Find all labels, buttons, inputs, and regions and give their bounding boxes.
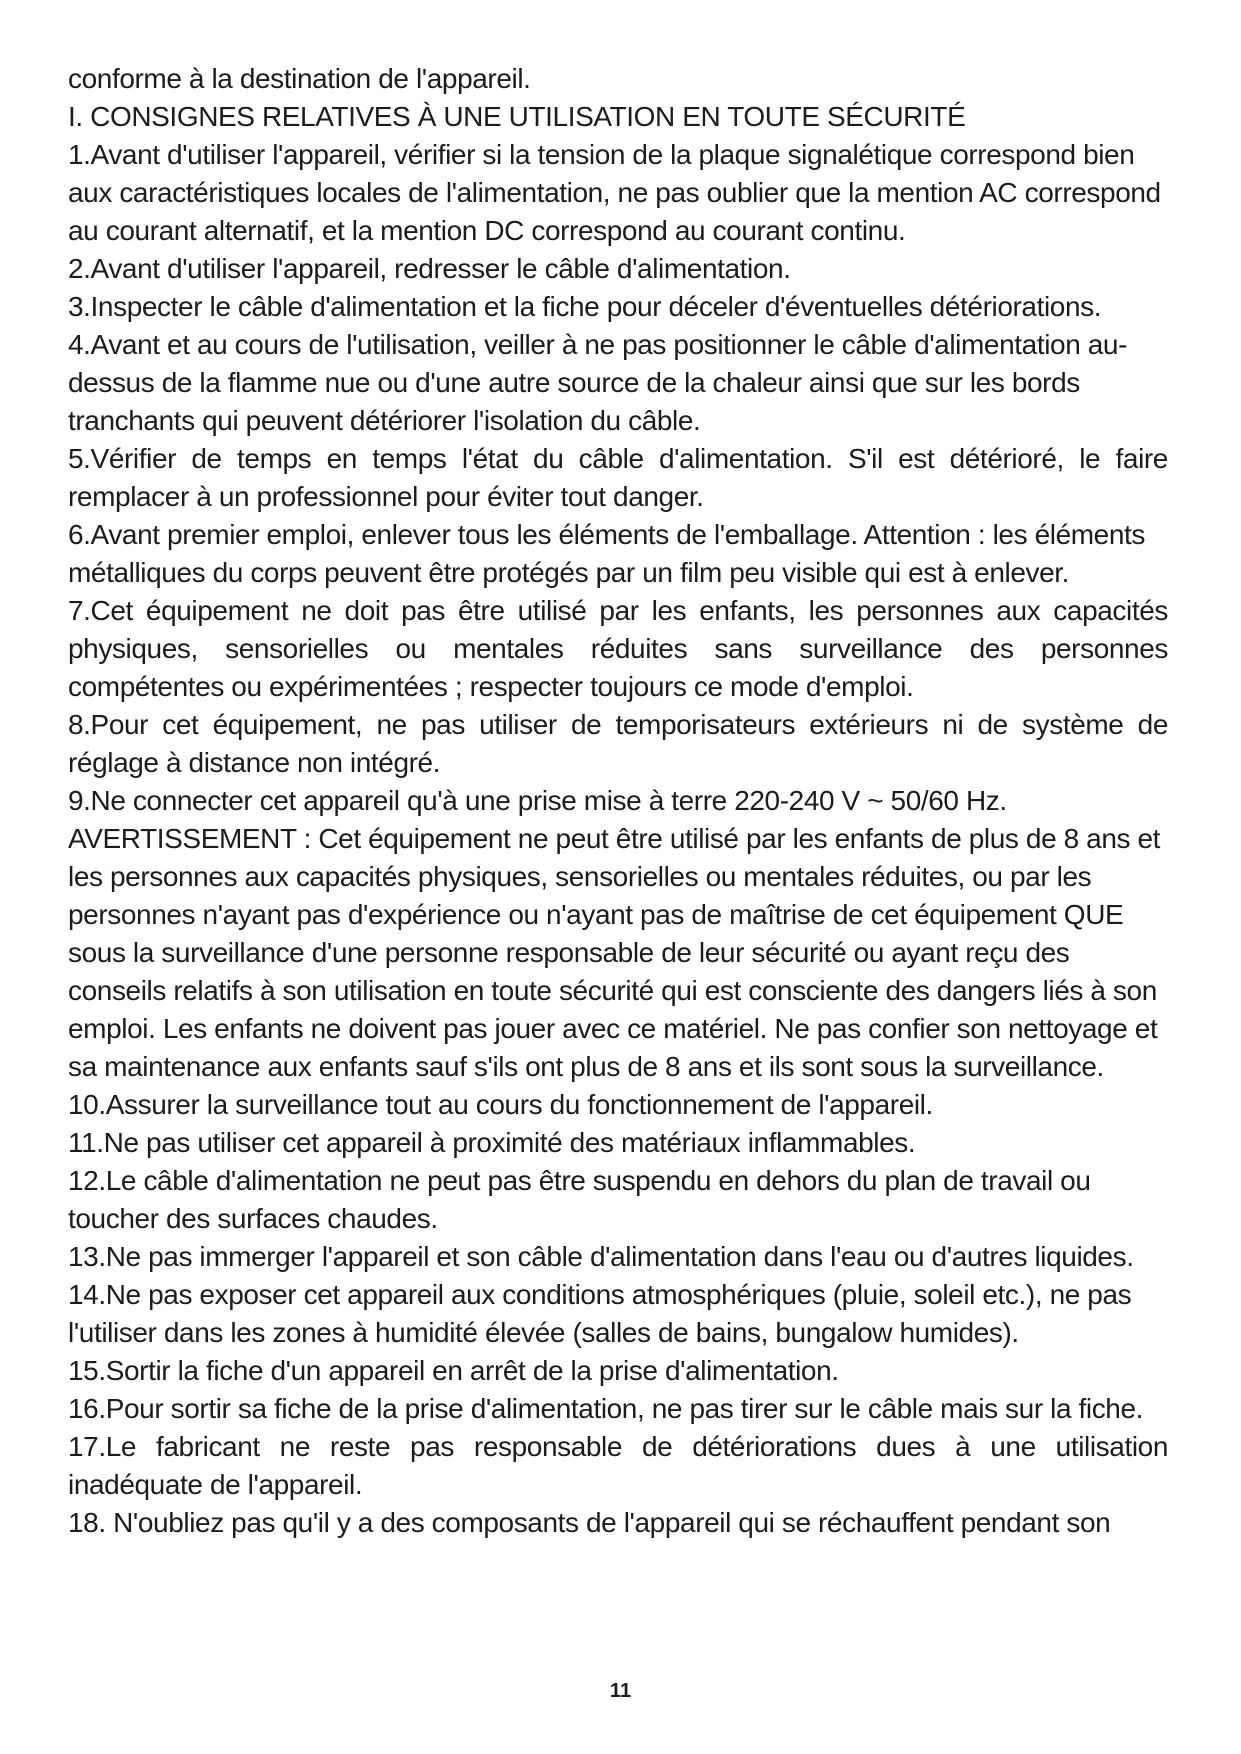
list-item-10: 10.Assurer la surveillance tout au cours du fonctionnement de l'appareil. [68, 1089, 933, 1120]
list-item-15: 15.Sortir la fiche d'un appareil en arrêt de la prise d'alimentation. [68, 1355, 839, 1386]
paragraph-continuation: conforme à la destination de l'appareil. [68, 63, 531, 94]
list-item-1: 1.Avant d'utiliser l'appareil, vérifier si la tension de la plaque signalétique correspond bien aux caractéristiques locales de l'alimentation, ne pas oublier que la mention AC correspond au courant alternatif, et la mention DC correspond au courant continu. [68, 139, 1161, 246]
list-item-17: 17.Le fabricant ne reste pas responsable de détériorations dues à une utilisation inadéquate de l'appareil. [68, 1431, 1168, 1500]
list-item-6: 6.Avant premier emploi, enlever tous les éléments de l'emballage. Attention : les éléments métalliques du corps peuvent être protégés par un film peu visible qui est à enlever. [68, 519, 1145, 588]
list-item-7: 7.Cet équipement ne doit pas être utilisé par les enfants, les personnes aux capacités physiques, sensorielles ou mentales réduites sans surveillance des personnes compétentes ou expérimentées ; respecter toujours ce mode d'emploi. [68, 595, 1168, 702]
section-heading: I. CONSIGNES RELATIVES À UNE UTILISATION EN TOUTE SÉCURITÉ [68, 101, 966, 132]
list-item-8: 8.Pour cet équipement, ne pas utiliser de temporisateurs extérieurs ni de système de réglage à distance non intégré. [68, 709, 1168, 778]
list-item-9: 9.Ne connecter cet appareil qu'à une prise mise à terre 220-240 V ~ 50/60 Hz. [68, 785, 1007, 816]
warning-paragraph: AVERTISSEMENT : Cet équipement ne peut être utilisé par les enfants de plus de 8 ans et les personnes aux capacités physiques, sensorielles ou mentales réduites, ou par les personnes n'ayant pas d'expérience ou n'ayant pas de maîtrise de cet équipement QUE sous la surveillance d'une personne responsable de leur sécurité ou ayant reçu des conseils relatifs à son utilisation en toute sécurité qui est consciente des dangers liés à son emploi. Les enfants ne doivent pas jouer avec ce matériel. Ne pas confier son nettoyage et sa maintenance aux enfants sauf s'ils ont plus de 8 ans et ils sont sous la surveillance. [68, 823, 1161, 1082]
list-item-3: 3.Inspecter le câble d'alimentation et la fiche pour déceler d'éventuelles détériorations. [68, 291, 1102, 322]
page-number: 11 [609, 1680, 632, 1702]
list-item-4: 4.Avant et au cours de l'utilisation, veiller à ne pas positionner le câble d'alimentation au-dessus de la flamme nue ou d'une autre source de la chaleur ainsi que sur les bords tranchants qui peuvent détériorer l'isolation du câble. [68, 329, 1128, 436]
list-item-11: 11.Ne pas utiliser cet appareil à proximité des matériaux inflammables. [68, 1127, 916, 1158]
list-item-18: 18. N'oubliez pas qu'il y a des composants de l'appareil qui se réchauffent pendant son [68, 1507, 1111, 1538]
list-item-13: 13.Ne pas immerger l'appareil et son câble d'alimentation dans l'eau ou d'autres liquides. [68, 1241, 1134, 1272]
list-item-14: 14.Ne pas exposer cet appareil aux conditions atmosphériques (pluie, soleil etc.), ne pas l'utiliser dans les zones à humidité élevée (salles de bains, bungalow humides). [68, 1279, 1132, 1348]
list-item-12: 12.Le câble d'alimentation ne peut pas être suspendu en dehors du plan de travail ou toucher des surfaces chaudes. [68, 1165, 1091, 1234]
list-item-2: 2.Avant d'utiliser l'appareil, redresser le câble d'alimentation. [68, 253, 791, 284]
list-item-16: 16.Pour sortir sa fiche de la prise d'alimentation, ne pas tirer sur le câble mais sur la fiche. [68, 1393, 1144, 1424]
page-body-text [68, 60, 1168, 1542]
list-item-5: 5.Vérifier de temps en temps l'état du câble d'alimentation. S'il est détérioré, le faire remplacer à un professionnel pour éviter tout danger. [68, 443, 1168, 512]
